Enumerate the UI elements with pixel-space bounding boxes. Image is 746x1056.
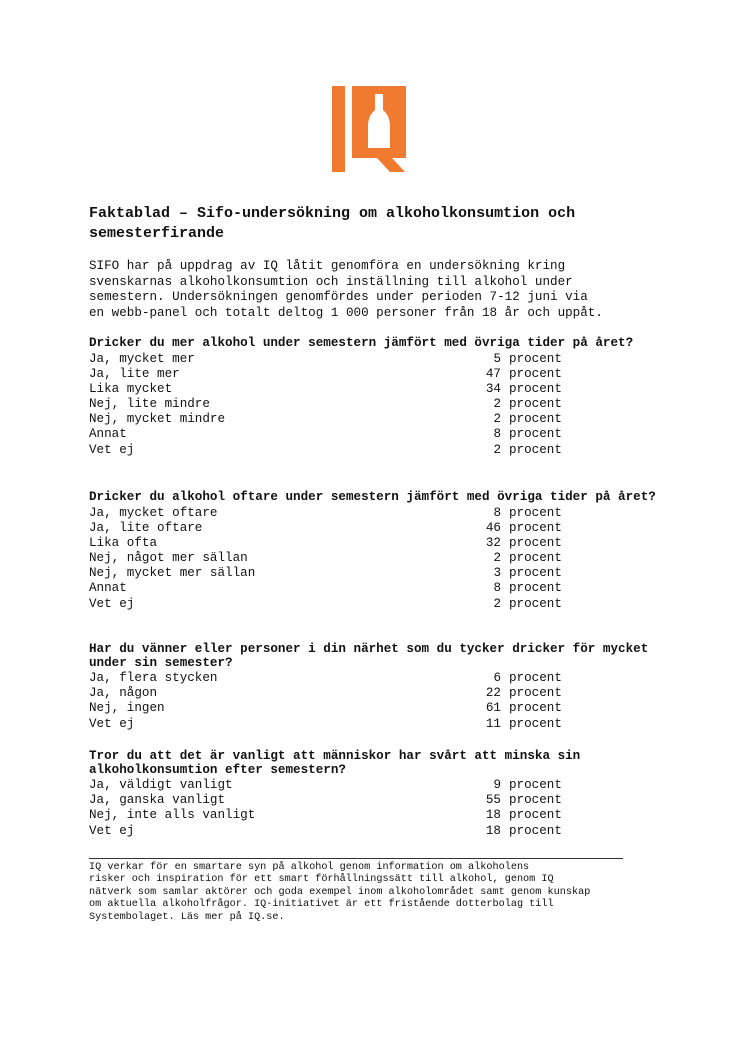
answer-unit: procent — [509, 808, 562, 823]
answer-unit: procent — [509, 793, 562, 808]
answer-unit: procent — [509, 397, 562, 412]
answer-label: Nej, ingen — [89, 701, 165, 716]
logo-letter-i — [332, 86, 345, 172]
answer-value: 2 — [493, 551, 501, 566]
answer-value: 3 — [493, 566, 501, 581]
answer-row — [89, 443, 669, 458]
answer-unit: procent — [509, 823, 562, 838]
answer-label: Vet ej — [89, 823, 135, 838]
answer-label: Ja, någon — [89, 686, 158, 701]
answer-label: Nej, mycket mer sällan — [89, 566, 256, 581]
answer-row — [89, 597, 669, 612]
answer-row — [89, 686, 669, 701]
answer-row — [89, 427, 669, 442]
answer-value: 18 — [485, 808, 501, 823]
answer-value: 46 — [485, 520, 501, 535]
answer-unit: procent — [509, 520, 562, 535]
answer-value: 11 — [485, 716, 501, 731]
answer-label: Ja, mycket mer — [89, 351, 195, 366]
answer-value: 2 — [493, 596, 501, 611]
answer-label: Nej, lite mindre — [89, 397, 210, 412]
answer-unit: procent — [509, 535, 562, 550]
answer-unit: procent — [509, 351, 562, 366]
answer-label: Nej, mycket mindre — [89, 412, 226, 427]
document-title: Faktablad – Sifo-undersökning om alkoholkonsumtion och semesterfirande — [89, 205, 576, 242]
answer-value: 9 — [493, 778, 501, 792]
answer-value: 55 — [485, 793, 501, 808]
answer-row — [89, 551, 669, 566]
answer-unit: procent — [509, 551, 562, 566]
answer-unit: procent — [509, 596, 562, 611]
answer-label: Ja, lite mer — [89, 366, 180, 381]
answer-value: 2 — [493, 397, 501, 412]
answer-unit: procent — [509, 566, 562, 581]
survey-question — [89, 337, 669, 458]
answer-unit: procent — [509, 505, 562, 520]
answer-label: Vet ej — [89, 442, 135, 457]
answer-value: 34 — [485, 381, 501, 396]
answer-label: Vet ej — [89, 716, 135, 731]
survey-question — [89, 750, 669, 839]
answer-value: 5 — [493, 351, 501, 366]
answer-value: 6 — [493, 671, 501, 685]
answer-row — [89, 824, 669, 839]
question-text: Dricker du mer alkohol under semestern jämfört med övriga tider på året? — [89, 336, 634, 350]
answer-label: Ja, ganska vanligt — [89, 793, 226, 808]
answer-value: 32 — [485, 535, 501, 550]
survey-question — [89, 491, 669, 612]
intro-paragraph: SIFO har på uppdrag av IQ låtit genomföra en undersökning kring svenskarnas alkoholkonsumtion och inställning till alkohol under semestern. Undersökningen genomfördes under perioden 7-12 juni via en webb-panel och totalt deltog 1 000 personer från 18 år och uppåt. — [89, 259, 603, 320]
answer-label: Annat — [89, 427, 127, 442]
answer-label: Lika mycket — [89, 381, 173, 396]
answer-label: Nej, inte alls vanligt — [89, 808, 256, 823]
answer-row — [89, 808, 669, 823]
answer-label: Ja, mycket oftare — [89, 505, 218, 520]
answer-row — [89, 566, 669, 581]
answer-row — [89, 382, 669, 397]
answer-value: 22 — [485, 686, 501, 701]
answer-unit: procent — [509, 412, 562, 427]
answer-row — [89, 352, 669, 367]
answer-label: Ja, flera stycken — [89, 671, 218, 685]
answer-row — [89, 536, 669, 551]
answer-unit: procent — [509, 701, 562, 716]
answer-value: 8 — [493, 505, 501, 520]
answer-value: 18 — [485, 823, 501, 838]
answer-label: Lika ofta — [89, 535, 158, 550]
question-text: Har du vänner eller personer i din närhet som du tycker dricker för mycket under sin semester? — [89, 642, 649, 670]
answer-value: 2 — [493, 442, 501, 457]
answer-unit: procent — [509, 366, 562, 381]
question-text: Tror du att det är vanligt att människor har svårt att minska sin alkoholkonsumtion efter semestern? — [89, 749, 581, 777]
answer-unit: procent — [509, 427, 562, 442]
answer-unit: procent — [509, 778, 562, 792]
question-text: Dricker du alkohol oftare under semestern jämfört med övriga tider på året? — [89, 490, 656, 504]
answer-row — [89, 717, 669, 732]
answer-value: 8 — [493, 427, 501, 442]
answer-label: Ja, lite oftare — [89, 520, 203, 535]
answer-unit: procent — [509, 686, 562, 701]
answer-unit: procent — [509, 442, 562, 457]
answer-value: 8 — [493, 581, 501, 596]
answer-label: Nej, något mer sällan — [89, 551, 248, 566]
answer-value: 61 — [485, 701, 501, 716]
footer-divider — [89, 858, 623, 859]
answer-label: Ja, väldigt vanligt — [89, 778, 233, 792]
answer-row — [89, 521, 669, 536]
answer-row — [89, 671, 669, 686]
answer-label: Annat — [89, 581, 127, 596]
answer-unit: procent — [509, 716, 562, 731]
answer-row — [89, 397, 669, 412]
answer-label: Vet ej — [89, 596, 135, 611]
answer-row — [89, 701, 669, 716]
answer-unit: procent — [509, 381, 562, 396]
answer-row — [89, 793, 669, 808]
answer-row — [89, 581, 669, 596]
answer-row — [89, 778, 669, 793]
answer-row — [89, 412, 669, 427]
answer-unit: procent — [509, 671, 562, 685]
logo-letter-q — [352, 86, 406, 172]
answer-value: 2 — [493, 412, 501, 427]
footer-text: IQ verkar för en smartare syn på alkohol genom information om alkoholens risker och inspiration för ett smart förhållningssätt till alkohol, genom IQ nätverk som samlar aktörer och goda exempel inom alkoholområdet samt genom kunskap om aktuella alkoholfrågor. IQ-initiativet är ett fristående dotterbolag till Systembolaget. Läs mer på IQ.se. — [89, 862, 591, 923]
answer-row — [89, 367, 669, 382]
survey-question — [89, 643, 669, 732]
answer-value: 47 — [485, 366, 501, 381]
answer-row — [89, 506, 669, 521]
iq-logo — [332, 86, 406, 172]
answer-unit: procent — [509, 581, 562, 596]
